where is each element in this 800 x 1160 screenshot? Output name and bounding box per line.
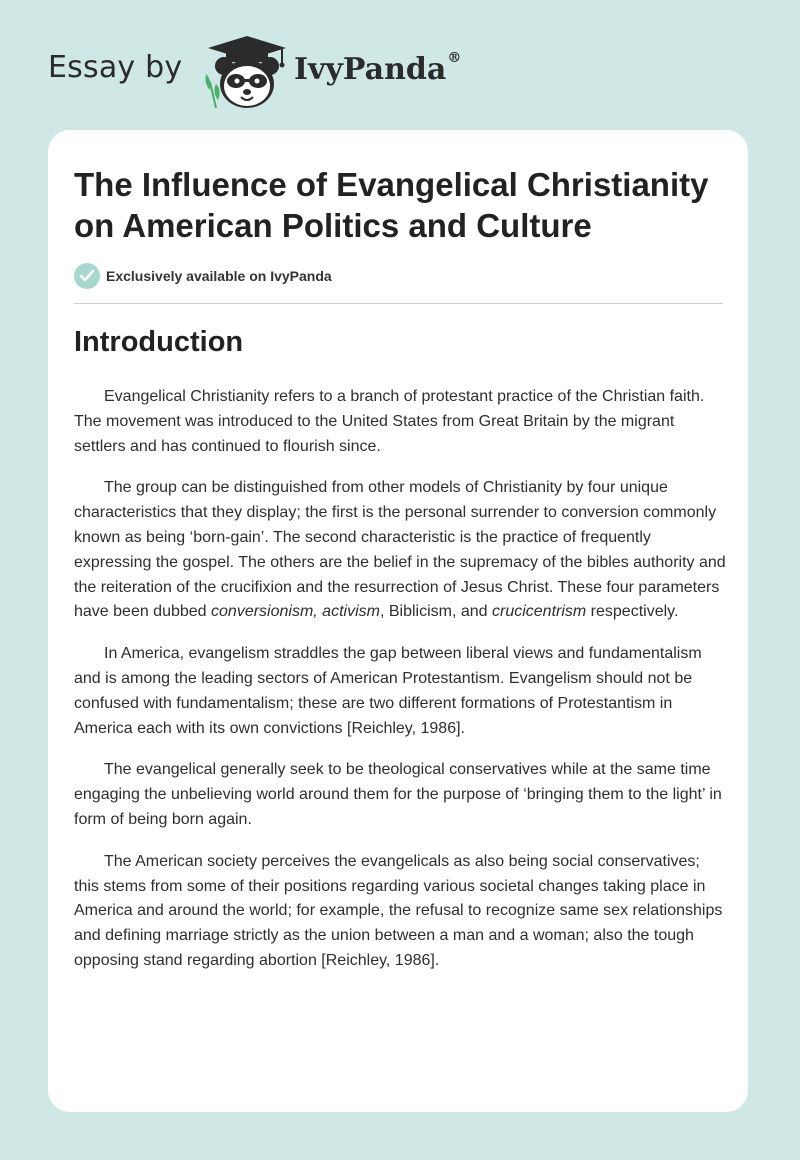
section-heading: Introduction xyxy=(74,326,244,358)
divider xyxy=(74,303,723,304)
panda-graduate-logo-icon[interactable] xyxy=(202,34,292,110)
site-header xyxy=(0,0,800,130)
brand-name-text: IvyPanda xyxy=(294,52,447,87)
page-title: The Influence of Evangelical Christianity on American Politics and Culture xyxy=(74,166,709,244)
paragraph-2-emphasis-2: crucicentrism xyxy=(492,603,587,621)
essay-card xyxy=(48,130,748,1112)
essay-by-label: Essay by xyxy=(48,50,183,85)
paragraph-3: In America, evangelism straddles the gap between liberal views and fundamentalism and is among the leading sectors of American Protestantism. Evangelism should not be confused with fundamentalism; these are two different formations of Protestantism in America each with its own convictions [Reichley, 1986]. xyxy=(74,645,702,737)
essay-body xyxy=(74,385,726,991)
brand-name[interactable] xyxy=(294,52,461,87)
paragraph-2-text-1: The group can be distinguished from other models of Christianity by four unique characteristics that they display; the first is the personal surrender to conversion commonly known as being ‘born-gain’. The second characteristic is the practice of frequently expressing the gospel. The others are the belief in the supremacy of the bibles authority and the reiteration of the crucifixion and the resurrection of Jesus Christ. These four parameters have been dubbed xyxy=(74,479,726,621)
paragraph-2 xyxy=(74,476,726,625)
paragraph-5: The American society perceives the evangelicals as also being social conservatives; this stems from some of their positions regarding various societal changes taking place in America and around the world; for example, the refusal to recognize same sex relationships and defining marriage strictly as the union between a man and a woman; also the tough opposing stand regarding abortion [Reichley, 1986]. xyxy=(74,852,723,969)
exclusive-label: Exclusively available on IvyPanda xyxy=(106,268,332,284)
paragraph-2-text-3: respectively. xyxy=(586,603,679,621)
paragraph-2-text-2: , Biblicism, and xyxy=(379,603,492,621)
paragraph-1: Evangelical Christianity refers to a branch of protestant practice of the Christian faith. The movement was introduced to the United States from Great Britain by the migrant settlers and has continued to flourish since. xyxy=(74,388,705,455)
paragraph-2-emphasis-1: conversionism, activism xyxy=(211,603,380,621)
registered-mark: ® xyxy=(447,50,462,66)
paragraph-4: The evangelical generally seek to be theological conservatives while at the same time engaging the unbelieving world around them for the purpose of ‘bringing them to the light’ in form of being born again. xyxy=(74,761,722,828)
check-icon xyxy=(74,263,100,289)
exclusive-badge xyxy=(74,263,332,289)
